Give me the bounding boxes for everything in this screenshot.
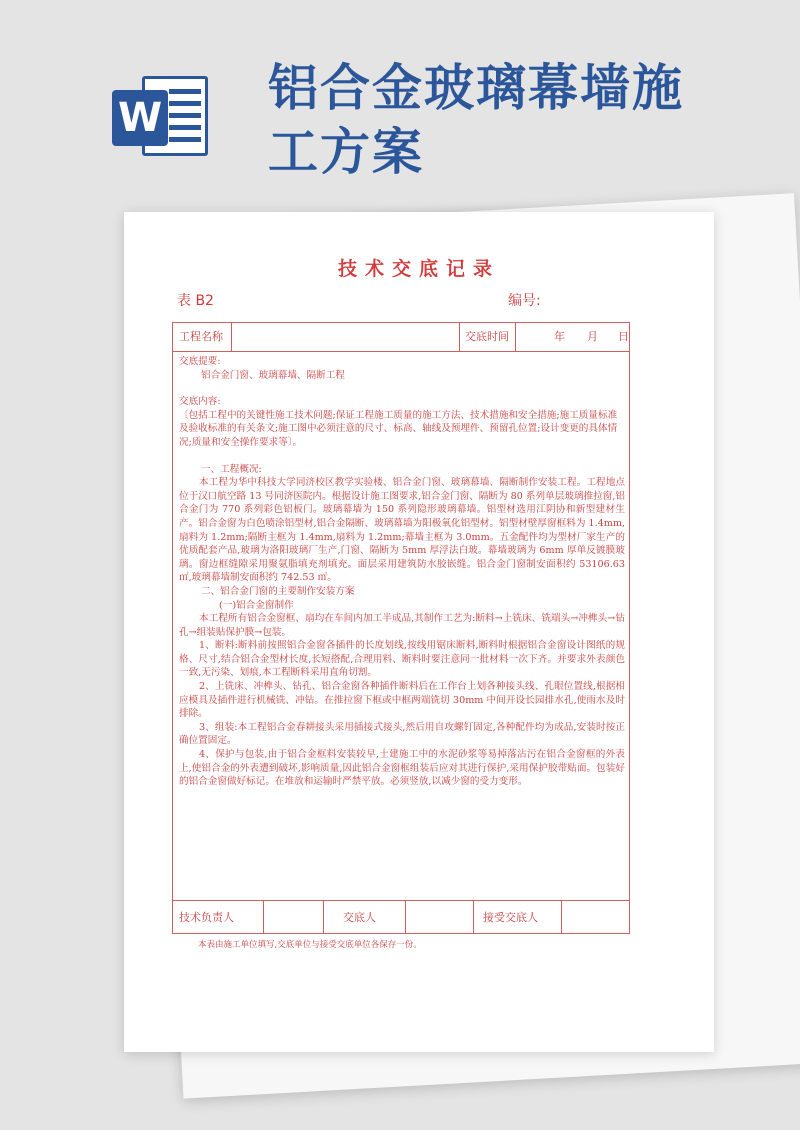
- record-table: [172, 322, 630, 934]
- receiver-label: 接受交底人: [483, 911, 538, 924]
- content-label: 交底内容:: [179, 396, 221, 408]
- step-paragraph: 4、保护与包装,由于铝合金框料安装较早,土建施工中的水泥砂浆等易掉落沾污在铝合金窗框的外表上,使铝合金的外表遭到破坏,影响质量,因此铝合金窗框组装后应对其进行保护,采用保护胶带贴面。包装好的铝合金窗做好标记。在堆放和运输时严禁平放。必须竖放,以减少窗的受力变形。: [179, 749, 625, 788]
- record-content: [179, 355, 625, 789]
- record-title: 技术交底记录: [337, 258, 500, 280]
- word-document-icon: [112, 72, 212, 160]
- date-label: 交底时间: [465, 330, 509, 343]
- date-year-label: 年: [554, 330, 565, 343]
- date-month-label: 月: [587, 330, 598, 343]
- footnote: 本表由施工单位填写,交底单位与接受交底单位各保存一份。: [198, 940, 422, 950]
- banner: [0, 0, 800, 200]
- table-header-row: [173, 323, 629, 352]
- tech-lead-label: 技术负责人: [179, 911, 234, 924]
- step-paragraph: 1、断料:断料前按照铝合金窗各插件的长度划线,按线用锯床断料,断料时根据铝合金窗设计图纸的规格、尺寸,结合铝合金型材长度,长短搭配,合理用料、断料时要注意同一批材料一次下齐。并要求外表颜色一致,无污染、划痕,本工程断料采用直角切割。: [179, 640, 625, 679]
- signature-row: [173, 900, 629, 934]
- project-overview-paragraph: 本工程为华中科技大学同济校区教学实验楼、铝合金门窗、玻璃幕墙、隔断制作安装工程。工程地点位于汉口航空路 13 号同济医院内。根据设计施工图要求,铝合金门窗、隔断为 80 系列单层玻璃推拉窗,铝合金门为 770 系列彩色铝板门。玻璃幕墙为 150 系列隐形玻璃幕墙。铝型材选用江阴协和新型建材生产。铝合金窗为白色喷涂铝型材,铝合金隔断、玻璃幕墙为阳极氧化铝型材。铝型材壁厚窗框料为 1.4mm,扇料为 1.2mm;隔断主框为 1.4mm,扇料为 1.2mm;幕墙主框为 3.0mm。五金配件均为型材厂家生产的优质配套产品,玻璃为洛阳玻璃厂生产,门窗、隔断为 5mm 厚浮法白玻。幕墙玻璃为 6mm 厚单反镀膜玻璃。窗边框缝隙采用聚氨脂填充剂填充。面层采用建筑防水胶嵌缝。铝合金门窗制安面积约 53106.63 ㎡,玻璃幕墙制安面积约 742.53 ㎡。: [179, 477, 625, 584]
- summary-label: 交底提要:: [179, 356, 221, 367]
- process-intro-paragraph: 本工程所有铝合金窗框、扇均在车间内加工半成品,其制作工艺为:断料→上铣床、铣端头→冲榫头→钻孔→组装贴保护膜→包装。: [179, 613, 625, 638]
- section-heading: 一、工程概况:: [201, 463, 262, 475]
- subsection-heading: (一)铝合金窗制作: [219, 599, 294, 611]
- form-number: 表 B2: [177, 293, 214, 309]
- page-title: 铝合金玻璃幕墙施工方案: [268, 59, 684, 181]
- summary-value: 铝合金门窗、玻璃幕墙、隔断工程: [201, 369, 345, 381]
- section-heading: 二、铝合金门窗的主要制作安装方案: [201, 585, 355, 597]
- word-logo-letter: W: [112, 90, 168, 146]
- serial-label: 编号:: [508, 293, 541, 309]
- document-paper: [124, 212, 714, 1052]
- content-note: 〔包括工程中的关键性施工技术问题;保证工程施工质量的施工方法、技术措施和安全措施;施工质量标准及验收标准的有关条文;施工图中必须注意的尺寸、标高、轴线及预埋件、预留孔位置;设计变更的具体情况;质量和安全操作要求等〕。: [179, 409, 618, 448]
- step-paragraph: 2、上铣床、冲榫头、钻孔、铝合金窗各种插件断料后在工作台上划各种接头线、孔眼位置线,根据相应模具及插件进行机械铣、冲钻。在推拉窗下框或中框两端铣切 30mm 中间开设长园排水孔,使雨水及时排除。: [179, 681, 625, 720]
- date-day-label: 日: [618, 330, 629, 343]
- record-body: [173, 352, 629, 900]
- presenter-label: 交底人: [343, 911, 376, 924]
- project-name-label: 工程名称: [179, 330, 223, 343]
- step-paragraph: 3、组装:本工程铝合金春耕接头采用插接式接头,然后用自攻螺钉固定,各种配件均为成品,安装时按正确位置固定。: [179, 721, 625, 747]
